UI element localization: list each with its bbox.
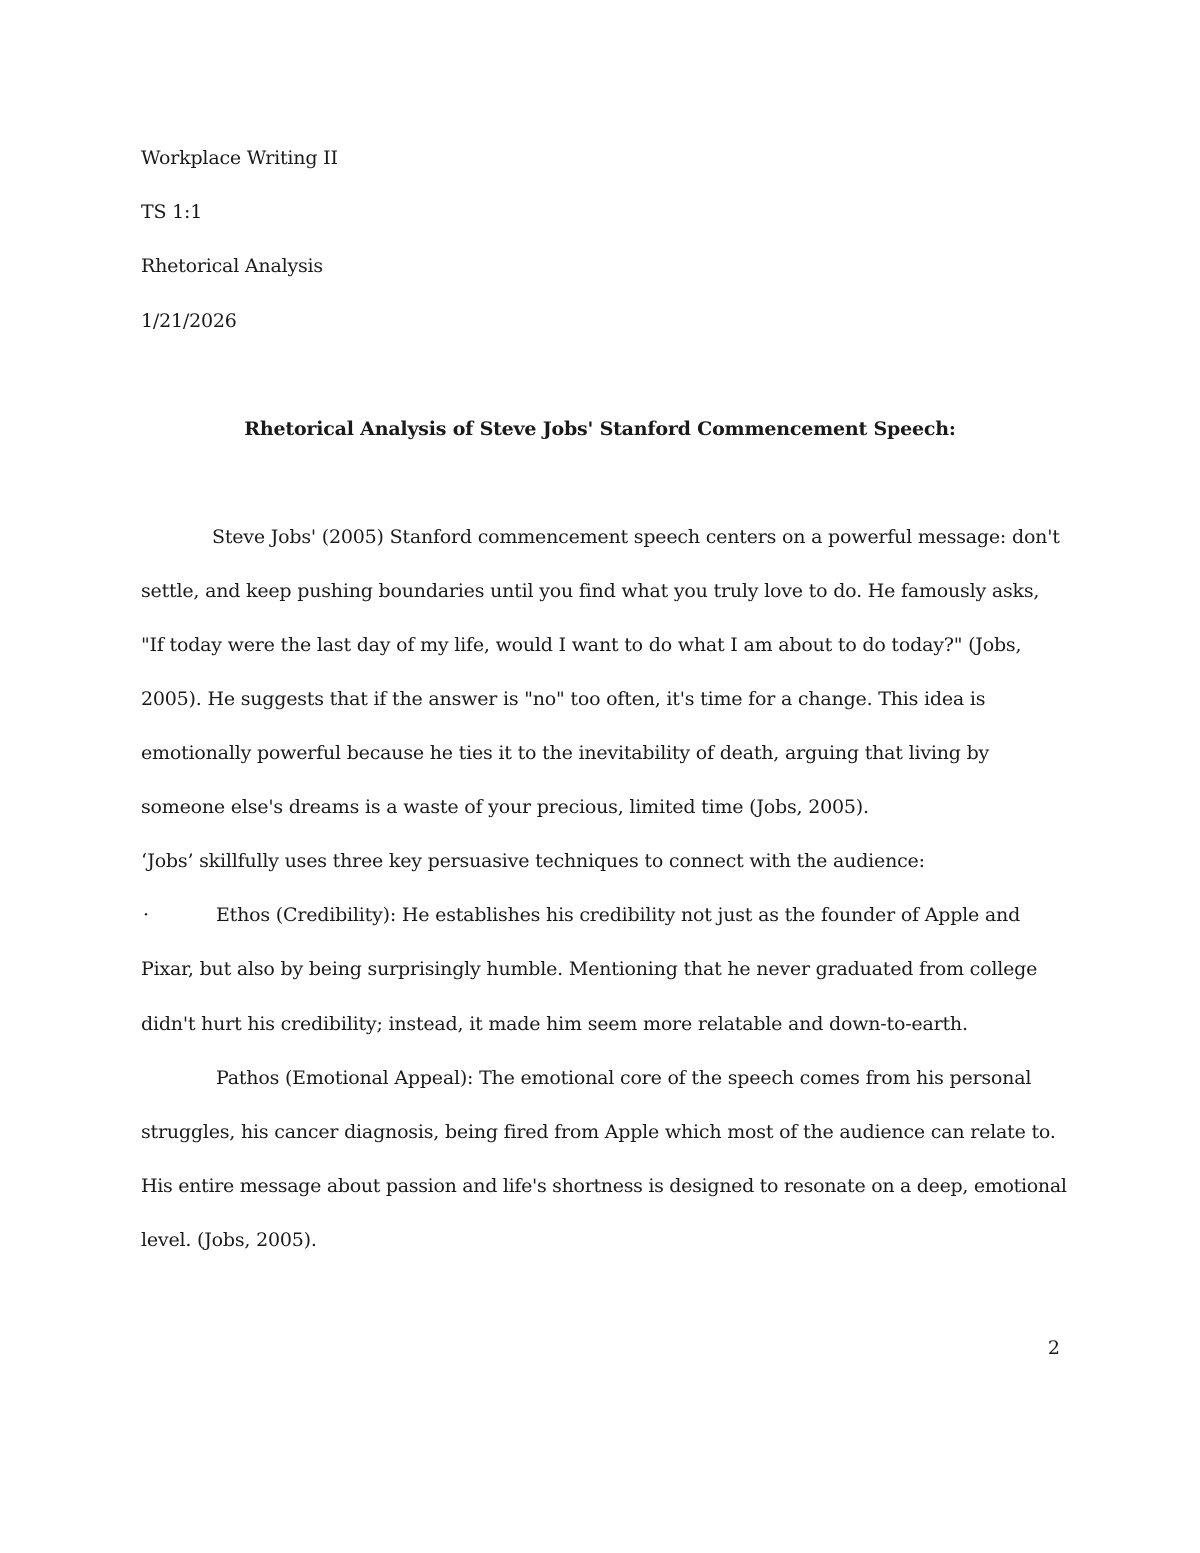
body-line: emotionally powerful because he ties it to the inevitability of death, arguing that living by [141, 742, 990, 764]
body-line: "If today were the last day of my life, would I want to do what I am about to do today?" (Jobs, [141, 634, 1022, 656]
body-line: 2005). He suggests that if the answer is "no" too often, it's time for a change. This idea is [141, 688, 986, 710]
bullet-marker: · [143, 904, 149, 926]
body-line: someone else's dreams is a waste of your precious, limited time (Jobs, 2005). [141, 796, 869, 818]
body-line: didn't hurt his credibility; instead, it made him seem more relatable and down-to-earth. [141, 1013, 968, 1035]
body-line: Pathos (Emotional Appeal): The emotional core of the speech comes from his personal [216, 1067, 1032, 1089]
body-line: His entire message about passion and life's shortness is designed to resonate on a deep, emotional [141, 1175, 1067, 1197]
body-line: settle, and keep pushing boundaries until you find what you truly love to do. He famously asks, [141, 580, 1040, 602]
document-title: Rhetorical Analysis of Steve Jobs' Stanford Commencement Speech: [244, 418, 956, 440]
body-line: ‘Jobs’ skillfully uses three key persuasive techniques to connect with the audience: [141, 850, 925, 872]
course-name: Workplace Writing II [141, 147, 338, 169]
assignment-name: Rhetorical Analysis [141, 255, 323, 277]
body-line: Steve Jobs' (2005) Stanford commencement speech centers on a powerful message: don't [212, 526, 1060, 548]
body-line: level. (Jobs, 2005). [141, 1229, 317, 1251]
body-line: struggles, his cancer diagnosis, being fired from Apple which most of the audience can relate to. [141, 1121, 1056, 1143]
body-line: Ethos (Credibility): He establishes his credibility not just as the founder of Apple and [216, 904, 1021, 926]
document-date: 1/21/2026 [141, 310, 237, 332]
page-number: 2 [1047, 1337, 1060, 1359]
body-line: Pixar, but also by being surprisingly humble. Mentioning that he never graduated from college [141, 958, 1038, 980]
section-id: TS 1:1 [141, 201, 203, 223]
